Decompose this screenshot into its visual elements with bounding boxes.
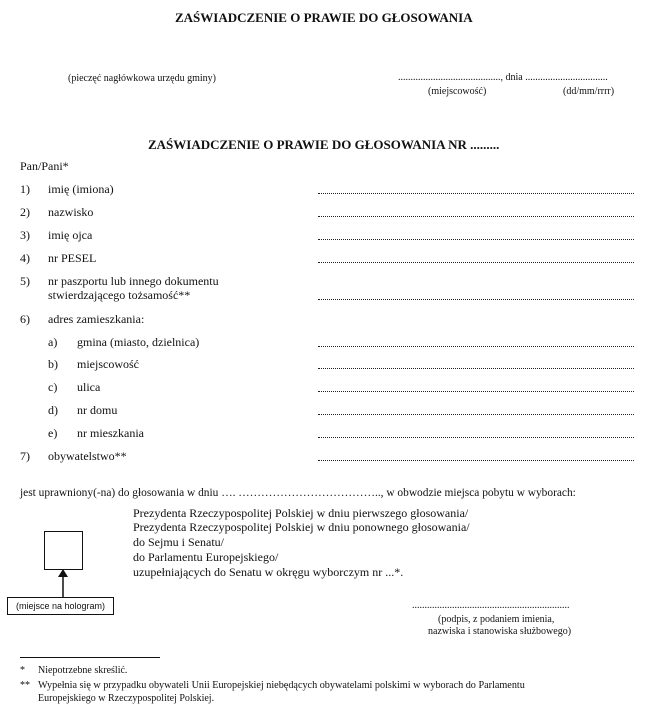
election-option-5: uzupełniających do Senatu w okręgu wyborczym nr ...*.	[133, 565, 404, 579]
election-option-1: Prezydenta Rzeczypospolitej Polskiej w dniu pierwszego głosowania/	[133, 506, 469, 520]
field-label-citizenship: obywatelstwo**	[48, 449, 127, 463]
document-title: ZAŚWIADCZENIE O PRAWIE DO GŁOSOWANIA	[175, 10, 473, 25]
citizenship-field[interactable]	[318, 460, 634, 461]
field-label-id-document: nr paszportu lub innego dokumentu	[48, 274, 219, 288]
field-num-2: 2)	[20, 205, 30, 219]
footnote-2-mark: **	[20, 680, 30, 691]
place-date-line[interactable]: ........................................., dnia .................................	[398, 72, 608, 83]
address-num-a: a)	[48, 335, 58, 349]
locality-field[interactable]	[318, 368, 634, 369]
field-label-address: adres zamieszkania:	[48, 312, 145, 326]
address-label-locality: miejscowość	[77, 357, 139, 371]
apartment-number-field[interactable]	[318, 437, 634, 438]
address-num-e: e)	[48, 426, 58, 440]
address-num-b: b)	[48, 357, 58, 371]
father-name-field[interactable]	[318, 239, 634, 240]
address-label-apartment-number: nr mieszkania	[77, 426, 144, 440]
surname-field[interactable]	[318, 216, 634, 217]
street-field[interactable]	[318, 391, 634, 392]
arrow-up-icon	[56, 569, 70, 599]
field-num-4: 4)	[20, 251, 30, 265]
footnote-2-text-1: Wypełnia się w przypadku obywateli Unii Europejskiej niebędących obywatelami polskimi w wyborach do Parlamentu	[38, 680, 525, 691]
field-label-surname: nazwisko	[48, 205, 94, 219]
salutation: Pan/Pani*	[20, 159, 69, 173]
place-caption: (miejscowość)	[428, 86, 487, 97]
house-number-field[interactable]	[318, 414, 634, 415]
municipality-field[interactable]	[318, 346, 634, 347]
footnote-divider	[20, 657, 160, 658]
footnote-1-mark: *	[20, 665, 25, 676]
election-option-3: do Sejmu i Senatu/	[133, 535, 224, 549]
election-option-4: do Parlamentu Europejskiego/	[133, 550, 279, 564]
signature-line[interactable]: ...............................................................	[412, 600, 570, 611]
address-label-street: ulica	[77, 380, 101, 394]
first-name-field[interactable]	[318, 193, 634, 194]
field-num-3: 3)	[20, 228, 30, 242]
address-num-c: c)	[48, 380, 58, 394]
address-num-d: d)	[48, 403, 58, 417]
field-label-father-name: imię ojca	[48, 228, 93, 242]
footnote-2-text-2: Europejskiego w Rzeczypospolitej Polskiej.	[38, 693, 215, 704]
footnote-1-text: Niepotrzebne skreślić.	[38, 665, 128, 676]
id-document-field[interactable]	[318, 299, 634, 300]
stamp-label: (pieczęć nagłówkowa urzędu gminy)	[68, 73, 216, 84]
date-caption: (dd/mm/rrrr)	[563, 86, 615, 97]
pesel-field[interactable]	[318, 262, 634, 263]
field-num-6: 6)	[20, 312, 30, 326]
entitlement-line: jest uprawniony(-na) do głosowania w dniu …. ……………………………….., w obwodzie miejsca pobytu w wyborach:	[20, 487, 576, 499]
election-option-2: Prezydenta Rzeczypospolitej Polskiej w dniu ponownego głosowania/	[133, 520, 470, 534]
address-label-house-number: nr domu	[77, 403, 118, 417]
hologram-box	[44, 531, 83, 570]
signature-caption-1: (podpis, z podaniem imienia,	[438, 614, 555, 625]
field-num-1: 1)	[20, 182, 30, 196]
certificate-number-title: ZAŚWIADCZENIE O PRAWIE DO GŁOSOWANIA NR .........	[148, 137, 500, 152]
field-label-first-name: imię (imiona)	[48, 182, 114, 196]
signature-caption-2: nazwiska i stanowiska służbowego)	[428, 626, 572, 637]
address-label-municipality: gmina (miasto, dzielnica)	[77, 335, 200, 349]
field-num-7: 7)	[20, 449, 30, 463]
field-label-id-document-cont: stwierdzającego tożsamość**	[48, 288, 191, 302]
field-label-pesel: nr PESEL	[48, 251, 97, 265]
hologram-label: (miejsce na hologram)	[7, 597, 114, 615]
field-num-5: 5)	[20, 274, 30, 288]
